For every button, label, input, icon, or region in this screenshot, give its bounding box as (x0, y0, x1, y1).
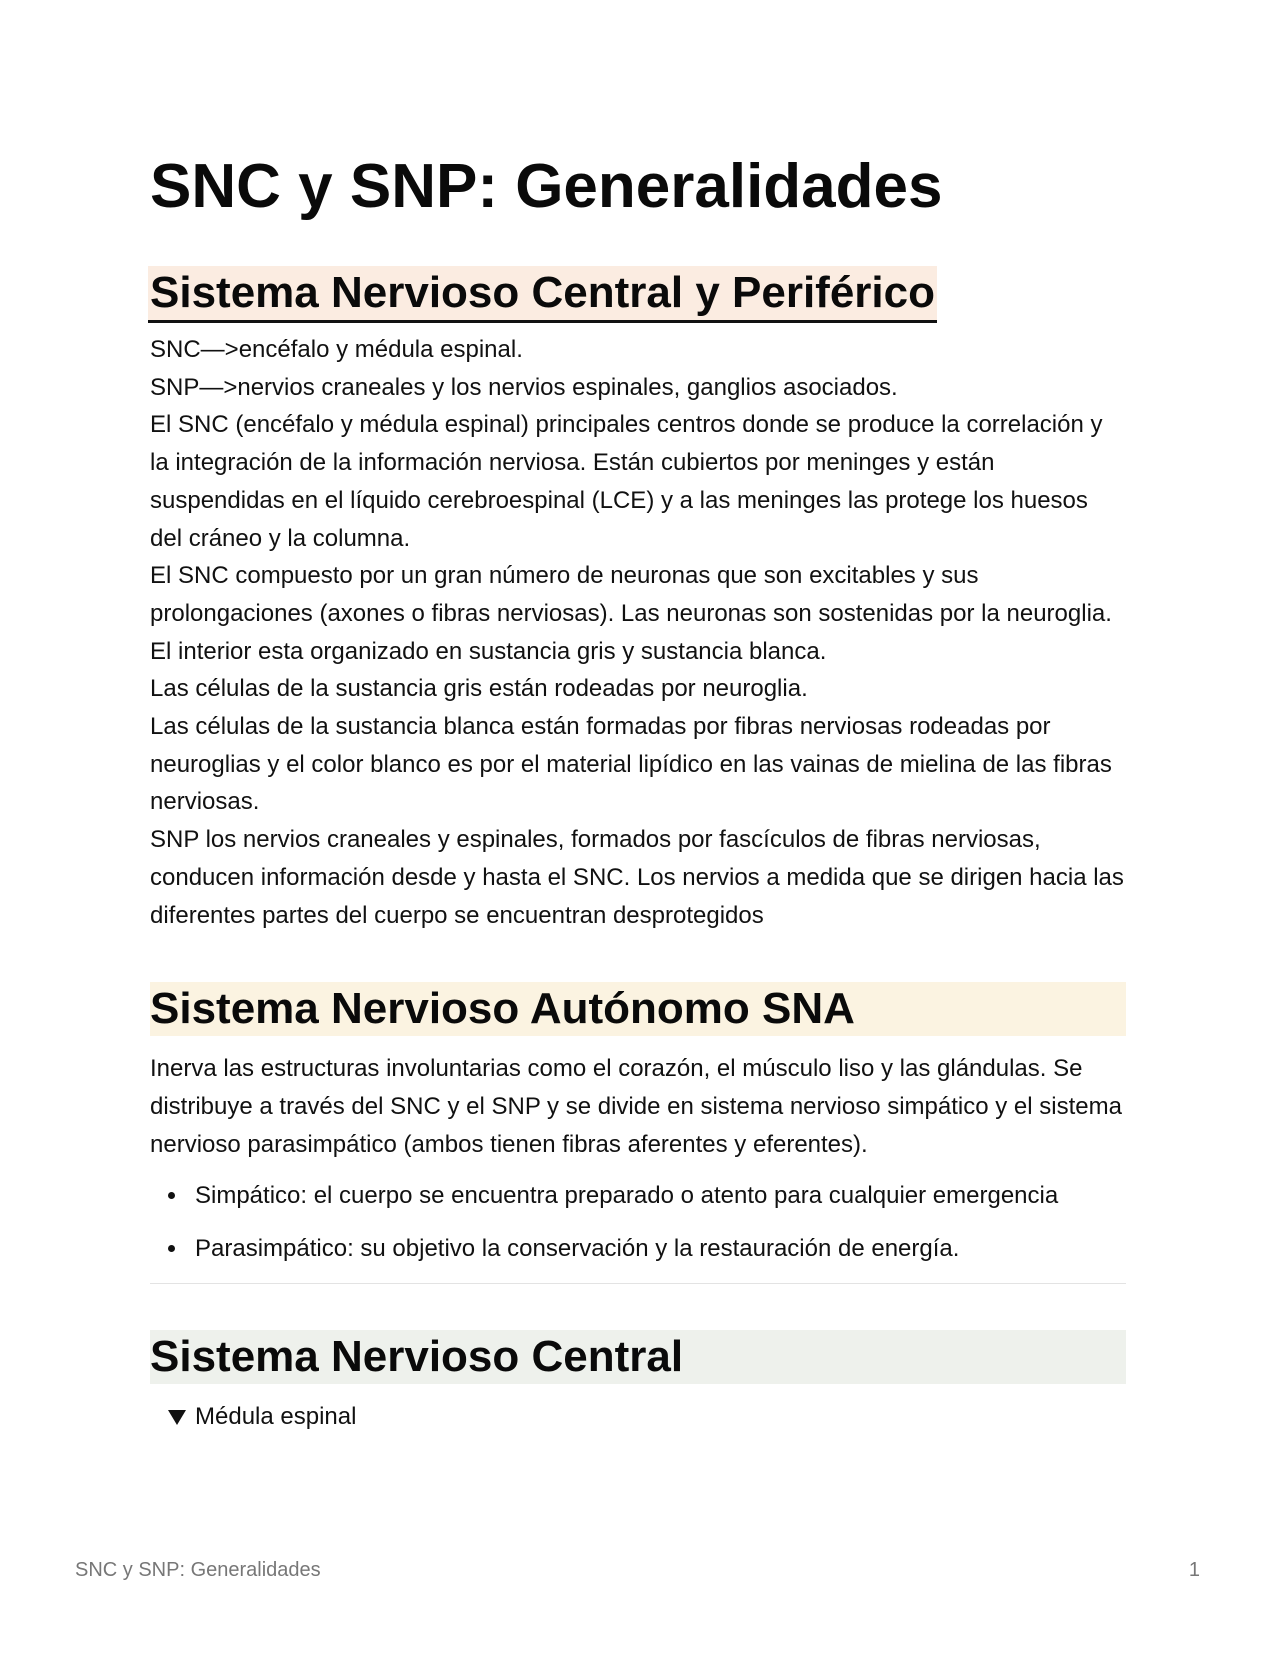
triangle-down-icon[interactable] (168, 1410, 186, 1425)
bullet-list (150, 1177, 1126, 1267)
section-sna (150, 982, 1126, 1284)
paragraph: El SNC (encéfalo y médula espinal) principales centros donde se produce la correlación y la integración de la información nerviosa. Están cubiertos por meninges y están suspendidas en el líquido cerebroespinal (LCE) y a las meninges las protege los huesos del cráneo y la columna. (150, 411, 1103, 552)
list-item (150, 1177, 1126, 1215)
paragraph: SNP los nervios craneales y espinales, formados por fascículos de fibras nerviosas, conducen información desde y hasta el SNC. Los nervios a medida que se dirigen hacia las diferentes partes del cuerpo se encuentran desprotegidos (150, 826, 1124, 929)
paragraph: El SNC compuesto por un gran número de neuronas que son excitables y sus prolongaciones (axones o fibras nerviosas). Las neuronas son sostenidas por la neuroglia. (150, 562, 1112, 627)
list-item-text: Simpático: el cuerpo se encuentra preparado o atento para cualquier emergencia (195, 1182, 1059, 1210)
paragraph: El interior esta organizado en sustancia gris y sustancia blanca. (150, 637, 827, 665)
heading-snc: Sistema Nervioso Central (150, 1330, 1126, 1384)
list-item-text: Parasimpático: su objetivo la conservación y la restauración de energía. (195, 1235, 960, 1263)
paragraph: SNP—>nervios craneales y los nervios espinales, ganglios asociados. (150, 373, 898, 401)
footer-page-number: 1 (1188, 1559, 1200, 1581)
paragraph: Inerva las estructuras involuntarias como el corazón, el músculo liso y las glándulas. Se distribuye a través del SNC y el SNP y se divide en sistema nervioso simpático y el sistema nervioso parasimpático (ambos tienen fibras aferentes y eferentes). (150, 1055, 1122, 1158)
document-page (150, 150, 1126, 1435)
paragraph: SNC—>encéfalo y médula espinal. (150, 336, 523, 363)
page-title: SNC y SNP: Generalidades (150, 152, 943, 221)
list-item (150, 1230, 1126, 1268)
section-snc-snp-body (150, 331, 1126, 934)
paragraph: Las células de la sustancia gris están rodeadas por neuroglia. (150, 675, 808, 703)
section-snc-snp (150, 266, 1126, 934)
divider (150, 1283, 1126, 1284)
paragraph: Las células de la sustancia blanca están formadas por fibras nerviosas rodeadas por neuroglias y el color blanco es por el material lipídico en las vainas de mielina de las fibras nerviosas. (150, 713, 1112, 816)
footer-title: SNC y SNP: Generalidades (75, 1559, 321, 1581)
bullet-icon (168, 1192, 175, 1199)
heading-snc-snp: Sistema Nervioso Central y Periférico (148, 266, 937, 323)
section-snc (150, 1330, 1126, 1436)
bullet-icon (168, 1245, 175, 1252)
heading-sna: Sistema Nervioso Autónomo SNA (150, 982, 1126, 1036)
toggle-label: Médula espinal (195, 1402, 357, 1430)
toggle-medula-espinal[interactable] (150, 1398, 1126, 1436)
